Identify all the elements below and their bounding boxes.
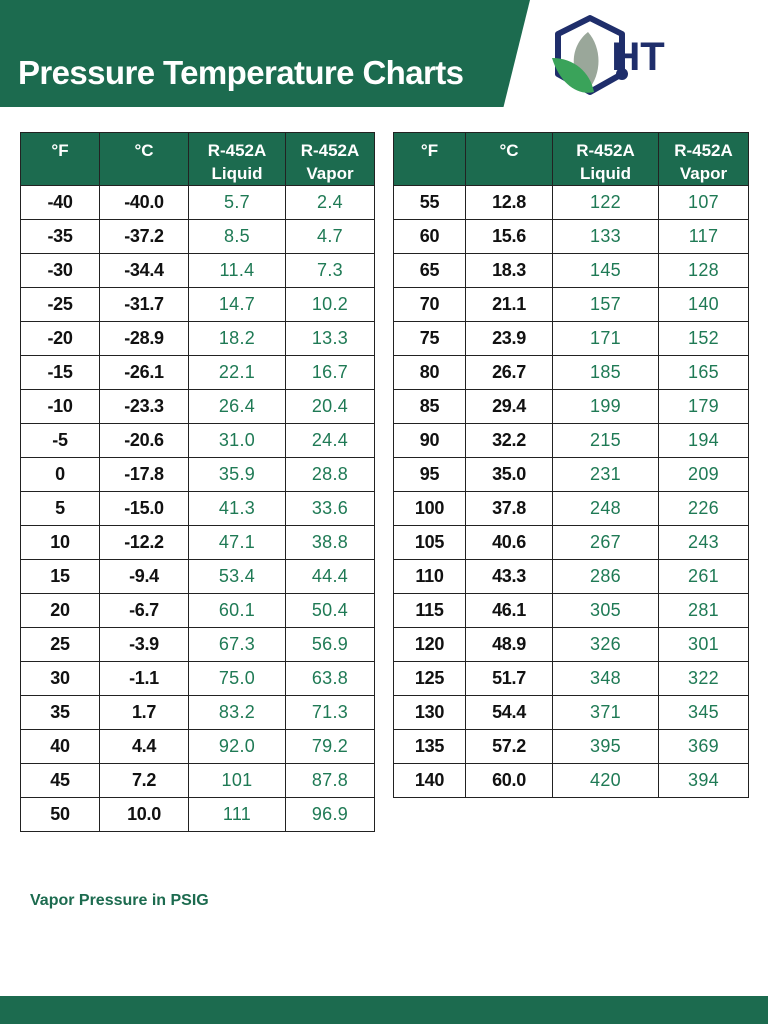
cell-fahrenheit: -15 <box>21 356 100 390</box>
table-row <box>21 560 375 594</box>
table-row <box>21 186 375 220</box>
cell-vapor-pressure: 140 <box>659 288 749 322</box>
cell-vapor-pressure: 16.7 <box>286 356 375 390</box>
cell-liquid-pressure: 92.0 <box>189 730 286 764</box>
cell-vapor-pressure: 107 <box>659 186 749 220</box>
cell-fahrenheit: 45 <box>21 764 100 798</box>
cell-celsius: 1.7 <box>100 696 189 730</box>
cell-vapor-pressure: 79.2 <box>286 730 375 764</box>
cell-celsius: -12.2 <box>100 526 189 560</box>
cell-liquid-pressure: 145 <box>553 254 659 288</box>
table-row <box>394 696 749 730</box>
table-row <box>394 730 749 764</box>
cell-liquid-pressure: 199 <box>553 390 659 424</box>
cell-vapor-pressure: 152 <box>659 322 749 356</box>
pt-table-right <box>393 132 749 798</box>
cell-celsius: -3.9 <box>100 628 189 662</box>
cell-fahrenheit: 90 <box>394 424 466 458</box>
cell-liquid-pressure: 75.0 <box>189 662 286 696</box>
table-row <box>21 390 375 424</box>
cell-liquid-pressure: 101 <box>189 764 286 798</box>
cell-vapor-pressure: 165 <box>659 356 749 390</box>
table-row <box>21 288 375 322</box>
table-row <box>21 458 375 492</box>
cell-vapor-pressure: 194 <box>659 424 749 458</box>
table-row <box>394 424 749 458</box>
table-row <box>394 254 749 288</box>
table-row <box>21 594 375 628</box>
col-header-c: °C <box>100 133 189 186</box>
cell-fahrenheit: 60 <box>394 220 466 254</box>
cell-fahrenheit: 120 <box>394 628 466 662</box>
table-row <box>394 492 749 526</box>
table-row <box>21 798 375 832</box>
cell-liquid-pressure: 420 <box>553 764 659 798</box>
cell-fahrenheit: -10 <box>21 390 100 424</box>
col-header-liquid-line1: R-452A <box>207 141 267 160</box>
cell-celsius: -28.9 <box>100 322 189 356</box>
table-row <box>394 764 749 798</box>
cell-fahrenheit: 0 <box>21 458 100 492</box>
cell-liquid-pressure: 18.2 <box>189 322 286 356</box>
cell-vapor-pressure: 209 <box>659 458 749 492</box>
cell-celsius: 37.8 <box>466 492 553 526</box>
table-row <box>394 594 749 628</box>
cell-fahrenheit: 135 <box>394 730 466 764</box>
cell-celsius: 57.2 <box>466 730 553 764</box>
cell-vapor-pressure: 63.8 <box>286 662 375 696</box>
cell-celsius: 51.7 <box>466 662 553 696</box>
cell-celsius: -23.3 <box>100 390 189 424</box>
cell-vapor-pressure: 44.4 <box>286 560 375 594</box>
cell-fahrenheit: -25 <box>21 288 100 322</box>
cell-liquid-pressure: 83.2 <box>189 696 286 730</box>
cell-vapor-pressure: 261 <box>659 560 749 594</box>
table-row <box>21 696 375 730</box>
cell-celsius: 43.3 <box>466 560 553 594</box>
cell-vapor-pressure: 7.3 <box>286 254 375 288</box>
cell-liquid-pressure: 67.3 <box>189 628 286 662</box>
cell-vapor-pressure: 20.4 <box>286 390 375 424</box>
cell-fahrenheit: 40 <box>21 730 100 764</box>
cell-celsius: 54.4 <box>466 696 553 730</box>
cell-celsius: 15.6 <box>466 220 553 254</box>
cell-celsius: 46.1 <box>466 594 553 628</box>
col-header-liquid-line1: R-452A <box>576 141 635 160</box>
cell-fahrenheit: -20 <box>21 322 100 356</box>
cell-liquid-pressure: 26.4 <box>189 390 286 424</box>
cell-fahrenheit: 65 <box>394 254 466 288</box>
cell-celsius: 32.2 <box>466 424 553 458</box>
cell-liquid-pressure: 133 <box>553 220 659 254</box>
cell-fahrenheit: 105 <box>394 526 466 560</box>
cell-vapor-pressure: 28.8 <box>286 458 375 492</box>
cell-liquid-pressure: 122 <box>553 186 659 220</box>
cell-fahrenheit: 15 <box>21 560 100 594</box>
cell-vapor-pressure: 128 <box>659 254 749 288</box>
col-header-f: °F <box>394 133 466 186</box>
cell-vapor-pressure: 243 <box>659 526 749 560</box>
col-header-liquid <box>553 133 659 186</box>
cell-liquid-pressure: 11.4 <box>189 254 286 288</box>
cell-vapor-pressure: 117 <box>659 220 749 254</box>
cell-vapor-pressure: 4.7 <box>286 220 375 254</box>
cell-fahrenheit: 85 <box>394 390 466 424</box>
header-row <box>21 133 375 186</box>
table-row <box>21 424 375 458</box>
col-header-f: °F <box>21 133 100 186</box>
table-row <box>394 526 749 560</box>
cell-vapor-pressure: 345 <box>659 696 749 730</box>
cell-liquid-pressure: 60.1 <box>189 594 286 628</box>
cell-fahrenheit: 115 <box>394 594 466 628</box>
pressure-unit-note: Vapor Pressure in PSIG <box>30 892 209 909</box>
table-row <box>394 356 749 390</box>
cell-vapor-pressure: 71.3 <box>286 696 375 730</box>
table-row <box>21 764 375 798</box>
cell-celsius: -1.1 <box>100 662 189 696</box>
cell-liquid-pressure: 395 <box>553 730 659 764</box>
table-row <box>21 254 375 288</box>
table-row <box>21 730 375 764</box>
cell-celsius: -26.1 <box>100 356 189 390</box>
cell-vapor-pressure: 179 <box>659 390 749 424</box>
table-row <box>394 628 749 662</box>
cell-liquid-pressure: 8.5 <box>189 220 286 254</box>
cell-liquid-pressure: 267 <box>553 526 659 560</box>
table-row <box>21 662 375 696</box>
col-header-liquid-line2: Liquid <box>211 164 263 183</box>
header-row <box>394 133 749 186</box>
cell-vapor-pressure: 87.8 <box>286 764 375 798</box>
cell-celsius: 26.7 <box>466 356 553 390</box>
cell-celsius: 10.0 <box>100 798 189 832</box>
cell-vapor-pressure: 24.4 <box>286 424 375 458</box>
cell-fahrenheit: 130 <box>394 696 466 730</box>
cell-celsius: 29.4 <box>466 390 553 424</box>
cell-fahrenheit: 35 <box>21 696 100 730</box>
cell-fahrenheit: 50 <box>21 798 100 832</box>
cell-fahrenheit: 10 <box>21 526 100 560</box>
cell-liquid-pressure: 326 <box>553 628 659 662</box>
cell-celsius: -9.4 <box>100 560 189 594</box>
cell-celsius: -34.4 <box>100 254 189 288</box>
cell-celsius: 7.2 <box>100 764 189 798</box>
cell-liquid-pressure: 248 <box>553 492 659 526</box>
cell-fahrenheit: 75 <box>394 322 466 356</box>
table-row <box>394 322 749 356</box>
cell-fahrenheit: -40 <box>21 186 100 220</box>
col-header-vapor <box>659 133 749 186</box>
ht-logo <box>550 12 670 102</box>
cell-liquid-pressure: 286 <box>553 560 659 594</box>
cell-fahrenheit: 5 <box>21 492 100 526</box>
cell-celsius: 40.6 <box>466 526 553 560</box>
table-row <box>21 322 375 356</box>
cell-vapor-pressure: 50.4 <box>286 594 375 628</box>
cell-liquid-pressure: 348 <box>553 662 659 696</box>
cell-celsius: -15.0 <box>100 492 189 526</box>
cell-celsius: 35.0 <box>466 458 553 492</box>
col-header-vapor-line2: Vapor <box>679 164 728 183</box>
cell-vapor-pressure: 301 <box>659 628 749 662</box>
cell-fahrenheit: 100 <box>394 492 466 526</box>
table-row <box>394 560 749 594</box>
cell-vapor-pressure: 13.3 <box>286 322 375 356</box>
cell-vapor-pressure: 38.8 <box>286 526 375 560</box>
table-row <box>21 628 375 662</box>
table-row <box>394 288 749 322</box>
cell-liquid-pressure: 305 <box>553 594 659 628</box>
table-row <box>21 220 375 254</box>
cell-celsius: 21.1 <box>466 288 553 322</box>
table-row <box>21 356 375 390</box>
cell-celsius: -20.6 <box>100 424 189 458</box>
cell-liquid-pressure: 14.7 <box>189 288 286 322</box>
cell-liquid-pressure: 157 <box>553 288 659 322</box>
col-header-vapor-line1: R-452A <box>674 141 733 160</box>
cell-celsius: 18.3 <box>466 254 553 288</box>
cell-celsius: -31.7 <box>100 288 189 322</box>
cell-liquid-pressure: 231 <box>553 458 659 492</box>
cell-fahrenheit: -35 <box>21 220 100 254</box>
cell-vapor-pressure: 281 <box>659 594 749 628</box>
cell-celsius: 48.9 <box>466 628 553 662</box>
cell-vapor-pressure: 394 <box>659 764 749 798</box>
cell-celsius: 23.9 <box>466 322 553 356</box>
cell-liquid-pressure: 31.0 <box>189 424 286 458</box>
cell-vapor-pressure: 56.9 <box>286 628 375 662</box>
cell-fahrenheit: -30 <box>21 254 100 288</box>
cell-fahrenheit: 25 <box>21 628 100 662</box>
cell-liquid-pressure: 371 <box>553 696 659 730</box>
pt-table-left <box>20 132 375 832</box>
cell-vapor-pressure: 96.9 <box>286 798 375 832</box>
table-row <box>394 186 749 220</box>
cell-vapor-pressure: 226 <box>659 492 749 526</box>
cell-fahrenheit: 30 <box>21 662 100 696</box>
cell-fahrenheit: 80 <box>394 356 466 390</box>
cell-fahrenheit: 20 <box>21 594 100 628</box>
col-header-vapor-line1: R-452A <box>300 141 360 160</box>
cell-celsius: -17.8 <box>100 458 189 492</box>
cell-vapor-pressure: 369 <box>659 730 749 764</box>
footer-bar <box>0 996 768 1024</box>
cell-celsius: 60.0 <box>466 764 553 798</box>
cell-liquid-pressure: 47.1 <box>189 526 286 560</box>
col-header-vapor-line2: Vapor <box>306 164 354 183</box>
col-header-liquid <box>189 133 286 186</box>
table-row <box>394 390 749 424</box>
cell-liquid-pressure: 41.3 <box>189 492 286 526</box>
cell-vapor-pressure: 322 <box>659 662 749 696</box>
table-body-right <box>394 186 749 798</box>
cell-liquid-pressure: 185 <box>553 356 659 390</box>
cell-fahrenheit: 140 <box>394 764 466 798</box>
cell-liquid-pressure: 111 <box>189 798 286 832</box>
cell-fahrenheit: 95 <box>394 458 466 492</box>
col-header-vapor <box>286 133 375 186</box>
table-row <box>394 662 749 696</box>
table-row <box>394 220 749 254</box>
cell-liquid-pressure: 215 <box>553 424 659 458</box>
cell-fahrenheit: 125 <box>394 662 466 696</box>
cell-fahrenheit: 110 <box>394 560 466 594</box>
cell-celsius: -40.0 <box>100 186 189 220</box>
table-row <box>21 526 375 560</box>
cell-celsius: -37.2 <box>100 220 189 254</box>
cell-celsius: -6.7 <box>100 594 189 628</box>
cell-vapor-pressure: 10.2 <box>286 288 375 322</box>
table-row <box>21 492 375 526</box>
cell-celsius: 12.8 <box>466 186 553 220</box>
cell-celsius: 4.4 <box>100 730 189 764</box>
table-body-left <box>21 186 375 832</box>
cell-vapor-pressure: 33.6 <box>286 492 375 526</box>
cell-liquid-pressure: 53.4 <box>189 560 286 594</box>
table-row <box>394 458 749 492</box>
cell-liquid-pressure: 22.1 <box>189 356 286 390</box>
cell-fahrenheit: 70 <box>394 288 466 322</box>
cell-liquid-pressure: 35.9 <box>189 458 286 492</box>
cell-fahrenheit: 55 <box>394 186 466 220</box>
logo-text: HT <box>611 35 665 79</box>
col-header-c: °C <box>466 133 553 186</box>
col-header-liquid-line2: Liquid <box>580 164 631 183</box>
cell-vapor-pressure: 2.4 <box>286 186 375 220</box>
page-title: Pressure Temperature Charts <box>18 54 464 91</box>
cell-fahrenheit: -5 <box>21 424 100 458</box>
cell-liquid-pressure: 5.7 <box>189 186 286 220</box>
cell-liquid-pressure: 171 <box>553 322 659 356</box>
